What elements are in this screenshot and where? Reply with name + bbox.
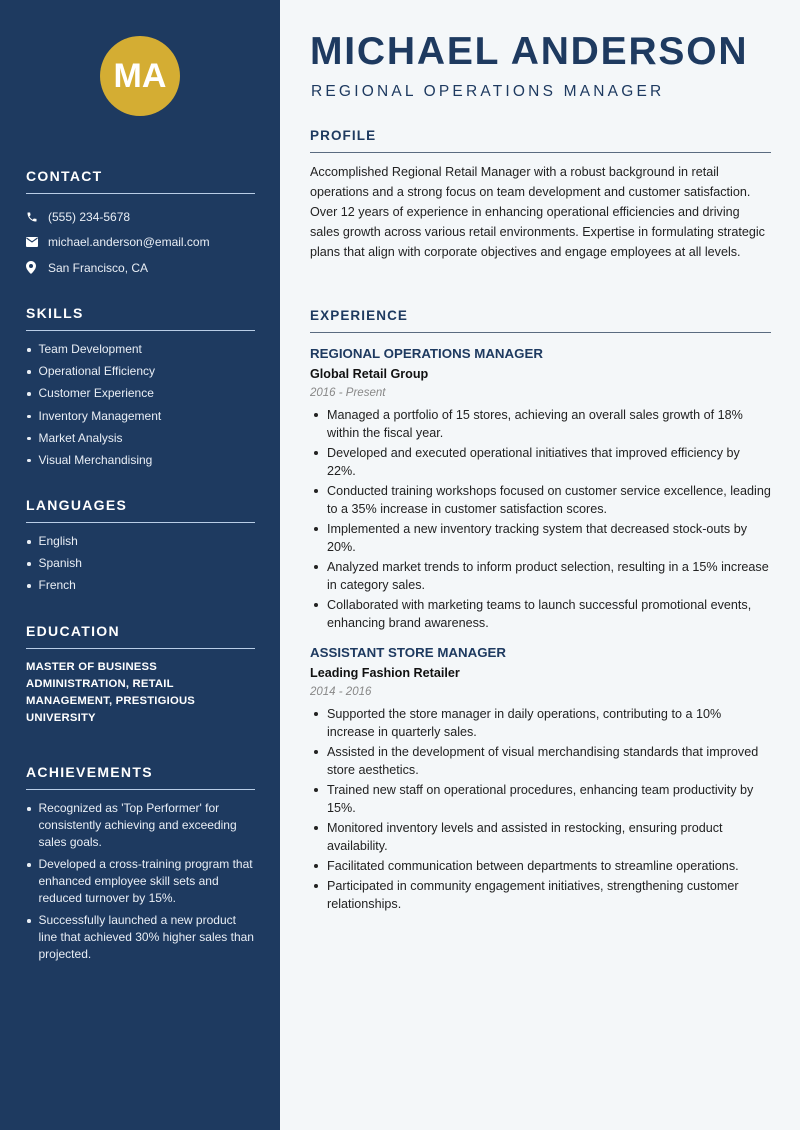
candidate-name: MICHAEL ANDERSON bbox=[310, 30, 749, 73]
job-bullet: Facilitated communication between departments to streamline operations. bbox=[310, 857, 771, 875]
job-entry bbox=[310, 645, 771, 913]
languages-section bbox=[26, 497, 255, 600]
avatar bbox=[100, 36, 180, 116]
phone-text[interactable]: (555) 234-5678 bbox=[48, 209, 131, 224]
location-pin-icon bbox=[26, 261, 48, 274]
job-bullet: Trained new staff on operational procedures, enhancing team productivity by 15%. bbox=[310, 781, 771, 817]
job-bullet: Conducted training workshops focused on customer service excellence, leading to a 35% increase in customer satisfaction scores. bbox=[310, 482, 771, 518]
education-section bbox=[26, 623, 255, 727]
languages-heading: LANGUAGES bbox=[26, 497, 255, 523]
skill-item: Operational Efficiency bbox=[26, 363, 255, 380]
avatar-initials: MA bbox=[113, 56, 167, 95]
email-text[interactable]: michael.anderson@email.com bbox=[48, 235, 210, 250]
achievements-heading: ACHIEVEMENTS bbox=[26, 764, 255, 790]
location-text: San Francisco, CA bbox=[48, 260, 149, 275]
achievement-item: Developed a cross-training program that enhanced employee skill sets and reduced turnover by 15%. bbox=[26, 856, 255, 907]
skill-item: Team Development bbox=[26, 341, 255, 358]
education-heading: EDUCATION bbox=[26, 623, 255, 649]
job-bullets bbox=[310, 705, 771, 913]
skills-section bbox=[26, 305, 255, 474]
job-bullets bbox=[310, 406, 771, 632]
job-bullet: Managed a portfolio of 15 stores, achieving an overall sales growth of 18% within the fiscal year. bbox=[310, 406, 771, 442]
sidebar bbox=[0, 0, 280, 1130]
achievement-item: Successfully launched a new product line that achieved 30% higher sales than projected. bbox=[26, 912, 255, 963]
achievements-section bbox=[26, 764, 255, 969]
job-title: ASSISTANT STORE MANAGER bbox=[310, 645, 507, 660]
phone-icon bbox=[26, 211, 48, 223]
job-company: Global Retail Group bbox=[310, 367, 429, 381]
language-item: English bbox=[26, 533, 255, 550]
profile-text: Accomplished Regional Retail Manager with a robust background in retail operations and a strong focus on team development and customer satisfaction. Over 12 years of experience in enhancing operational efficiencies and driving sales growth across various retail environments. Expertise in formulating strategic plans that align with corporate objectives and engage employees at all levels. bbox=[310, 165, 765, 259]
contact-section bbox=[26, 168, 255, 281]
job-bullet: Implemented a new inventory tracking system that decreased stock-outs by 20%. bbox=[310, 520, 771, 556]
job-bullet: Collaborated with marketing teams to launch successful promotional events, enhancing brand awareness. bbox=[310, 596, 771, 632]
achievements-list bbox=[26, 800, 255, 963]
skill-item: Customer Experience bbox=[26, 385, 255, 402]
job-dates: 2014 - 2016 bbox=[310, 686, 372, 698]
skills-list bbox=[26, 341, 255, 469]
skill-item: Market Analysis bbox=[26, 430, 255, 447]
contact-email bbox=[26, 230, 255, 256]
email-icon bbox=[26, 237, 48, 247]
profile-heading: PROFILE bbox=[310, 128, 771, 153]
candidate-title: REGIONAL OPERATIONS MANAGER bbox=[311, 83, 665, 100]
job-company: Leading Fashion Retailer bbox=[310, 666, 460, 680]
language-item: French bbox=[26, 577, 255, 594]
experience-section bbox=[310, 308, 771, 915]
job-title: REGIONAL OPERATIONS MANAGER bbox=[310, 346, 543, 361]
job-bullet: Participated in community engagement initiatives, strengthening customer relationships. bbox=[310, 877, 771, 913]
language-item: Spanish bbox=[26, 555, 255, 572]
job-bullet: Monitored inventory levels and assisted in restocking, ensuring product availability. bbox=[310, 819, 771, 855]
contact-location bbox=[26, 255, 255, 281]
job-bullet: Supported the store manager in daily operations, contributing to a 10% increase in quarterly sales. bbox=[310, 705, 771, 741]
job-bullet: Assisted in the development of visual merchandising standards that improved store aesthetics. bbox=[310, 743, 771, 779]
skill-item: Inventory Management bbox=[26, 408, 255, 425]
achievement-item: Recognized as 'Top Performer' for consistently achieving and exceeding sales goals. bbox=[26, 800, 255, 851]
contact-phone bbox=[26, 204, 255, 230]
job-bullet: Analyzed market trends to inform product selection, resulting in a 15% increase in category sales. bbox=[310, 558, 771, 594]
languages-list bbox=[26, 533, 255, 594]
skill-item: Visual Merchandising bbox=[26, 452, 255, 469]
skills-heading: SKILLS bbox=[26, 305, 255, 331]
experience-heading: EXPERIENCE bbox=[310, 308, 771, 333]
contact-heading: CONTACT bbox=[26, 168, 255, 194]
job-dates: 2016 - Present bbox=[310, 387, 386, 399]
job-bullet: Developed and executed operational initiatives that improved efficiency by 22%. bbox=[310, 444, 771, 480]
profile-section bbox=[310, 128, 771, 262]
education-degree: MASTER OF BUSINESS ADMINISTRATION, RETAIL MANAGEMENT, PRESTIGIOUS UNIVERSITY bbox=[26, 661, 196, 724]
job-entry bbox=[310, 346, 771, 632]
